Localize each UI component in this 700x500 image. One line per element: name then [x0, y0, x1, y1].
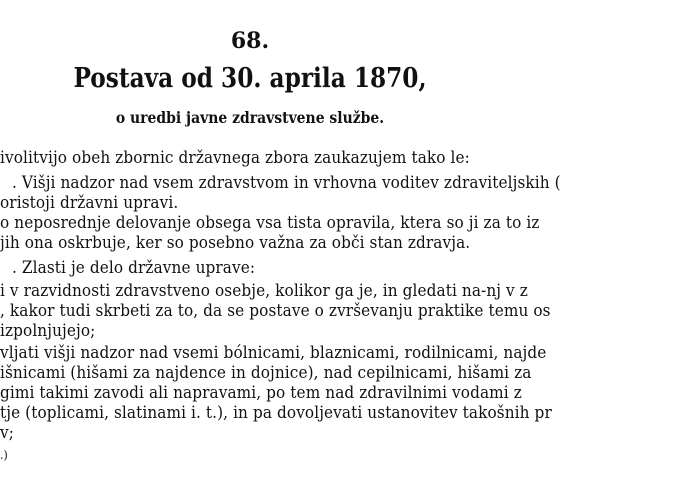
body-line: vljati višji nadzor nad vsemi bólnicami, blaznicami, rodilnicami, najde [0, 343, 547, 363]
body-line: . Višji nadzor nad vsem zdravstvom in vrhovna voditev zdraviteljskih ( [12, 173, 561, 193]
body-line: , kakor tudi skrbeti za to, da se postave o zvrševanju praktike temu os [0, 301, 551, 321]
body-line: gimi takimi zavodi ali napravami, po tem nad zdravilnimi vodami z [0, 383, 522, 403]
document-title: Postava od 30. aprila 1870, [73, 63, 427, 94]
body-line: i v razvidnosti zdravstveno osebje, kolikor ga je, in gledati na-nj v z [0, 281, 528, 301]
body-line: ivolitvijo obeh zbornic državnega zbora zaukazujem tako le: [0, 148, 470, 168]
body-line: oristoji državni upravi. [0, 193, 179, 213]
body-line: izpolnjujejo; [0, 321, 96, 341]
body-line: tje (toplicami, slatinami i. t.), in pa dovoljevati ustanovitev takošnih pr [0, 403, 552, 423]
body-line: . Zlasti je delo državne uprave: [12, 258, 256, 278]
body-line: o neposrednje delovanje obsega vsa tista opravila, ktera so ji za to iz [0, 213, 540, 233]
body-line: v; [0, 423, 14, 443]
body-line: .) [0, 448, 8, 462]
document-subtitle: o uredbi javne zdravstvene službe. [115, 108, 385, 127]
body-line: jih ona oskrbuje, ker so posebno važna za obči stan zdravja. [0, 233, 471, 253]
document-number: 68. [230, 28, 270, 54]
body-line: išnicami (hišami za najdence in dojnice), nad cepilnicami, hišami za [0, 363, 532, 383]
